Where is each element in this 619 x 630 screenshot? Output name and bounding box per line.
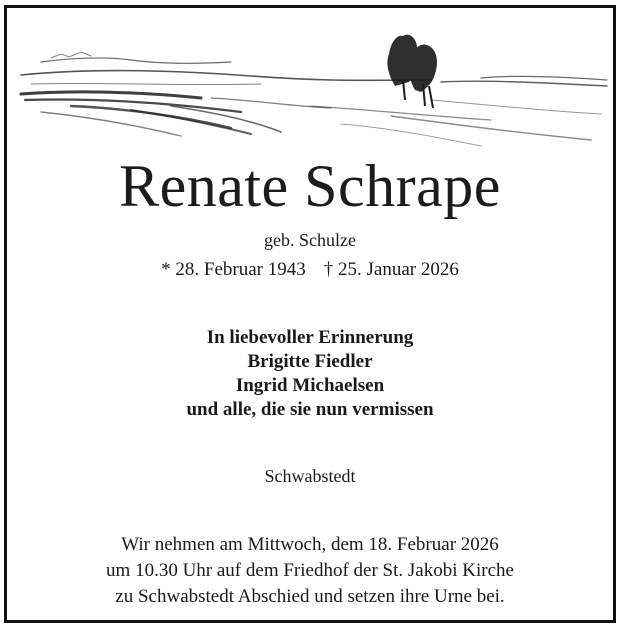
- mourners-line: Brigitte Fiedler: [247, 351, 373, 372]
- funeral-line: Wir nehmen am Mittwoch, dem 18. Februar 2026: [121, 534, 499, 555]
- landscape-sketch-illustration: [11, 20, 609, 155]
- funeral-line: zu Schwabstedt Abschied und setzen ihre Urne bei.: [115, 586, 505, 607]
- mourners-block: [7, 326, 613, 422]
- birth-name: geb. Schulze: [264, 230, 356, 250]
- mourners-line: Ingrid Michaelsen: [235, 375, 385, 396]
- life-dates: [7, 257, 613, 283]
- mourners-line: In liebevoller Erinnerung: [206, 327, 414, 348]
- birth-date: * 28. Februar 1943: [161, 259, 306, 280]
- tree-sketch: [387, 35, 437, 92]
- place-name: Schwabstedt: [264, 466, 356, 486]
- funeral-details: [7, 532, 613, 610]
- death-date: † 25. Januar 2026: [323, 259, 459, 280]
- mourners-line: und alle, die sie nun vermissen: [186, 399, 434, 420]
- funeral-line: um 10.30 Uhr auf dem Friedhof der St. Jakobi Kirche: [106, 560, 514, 581]
- obituary-frame: [4, 5, 616, 623]
- deceased-name: Renate Schrape: [119, 153, 501, 219]
